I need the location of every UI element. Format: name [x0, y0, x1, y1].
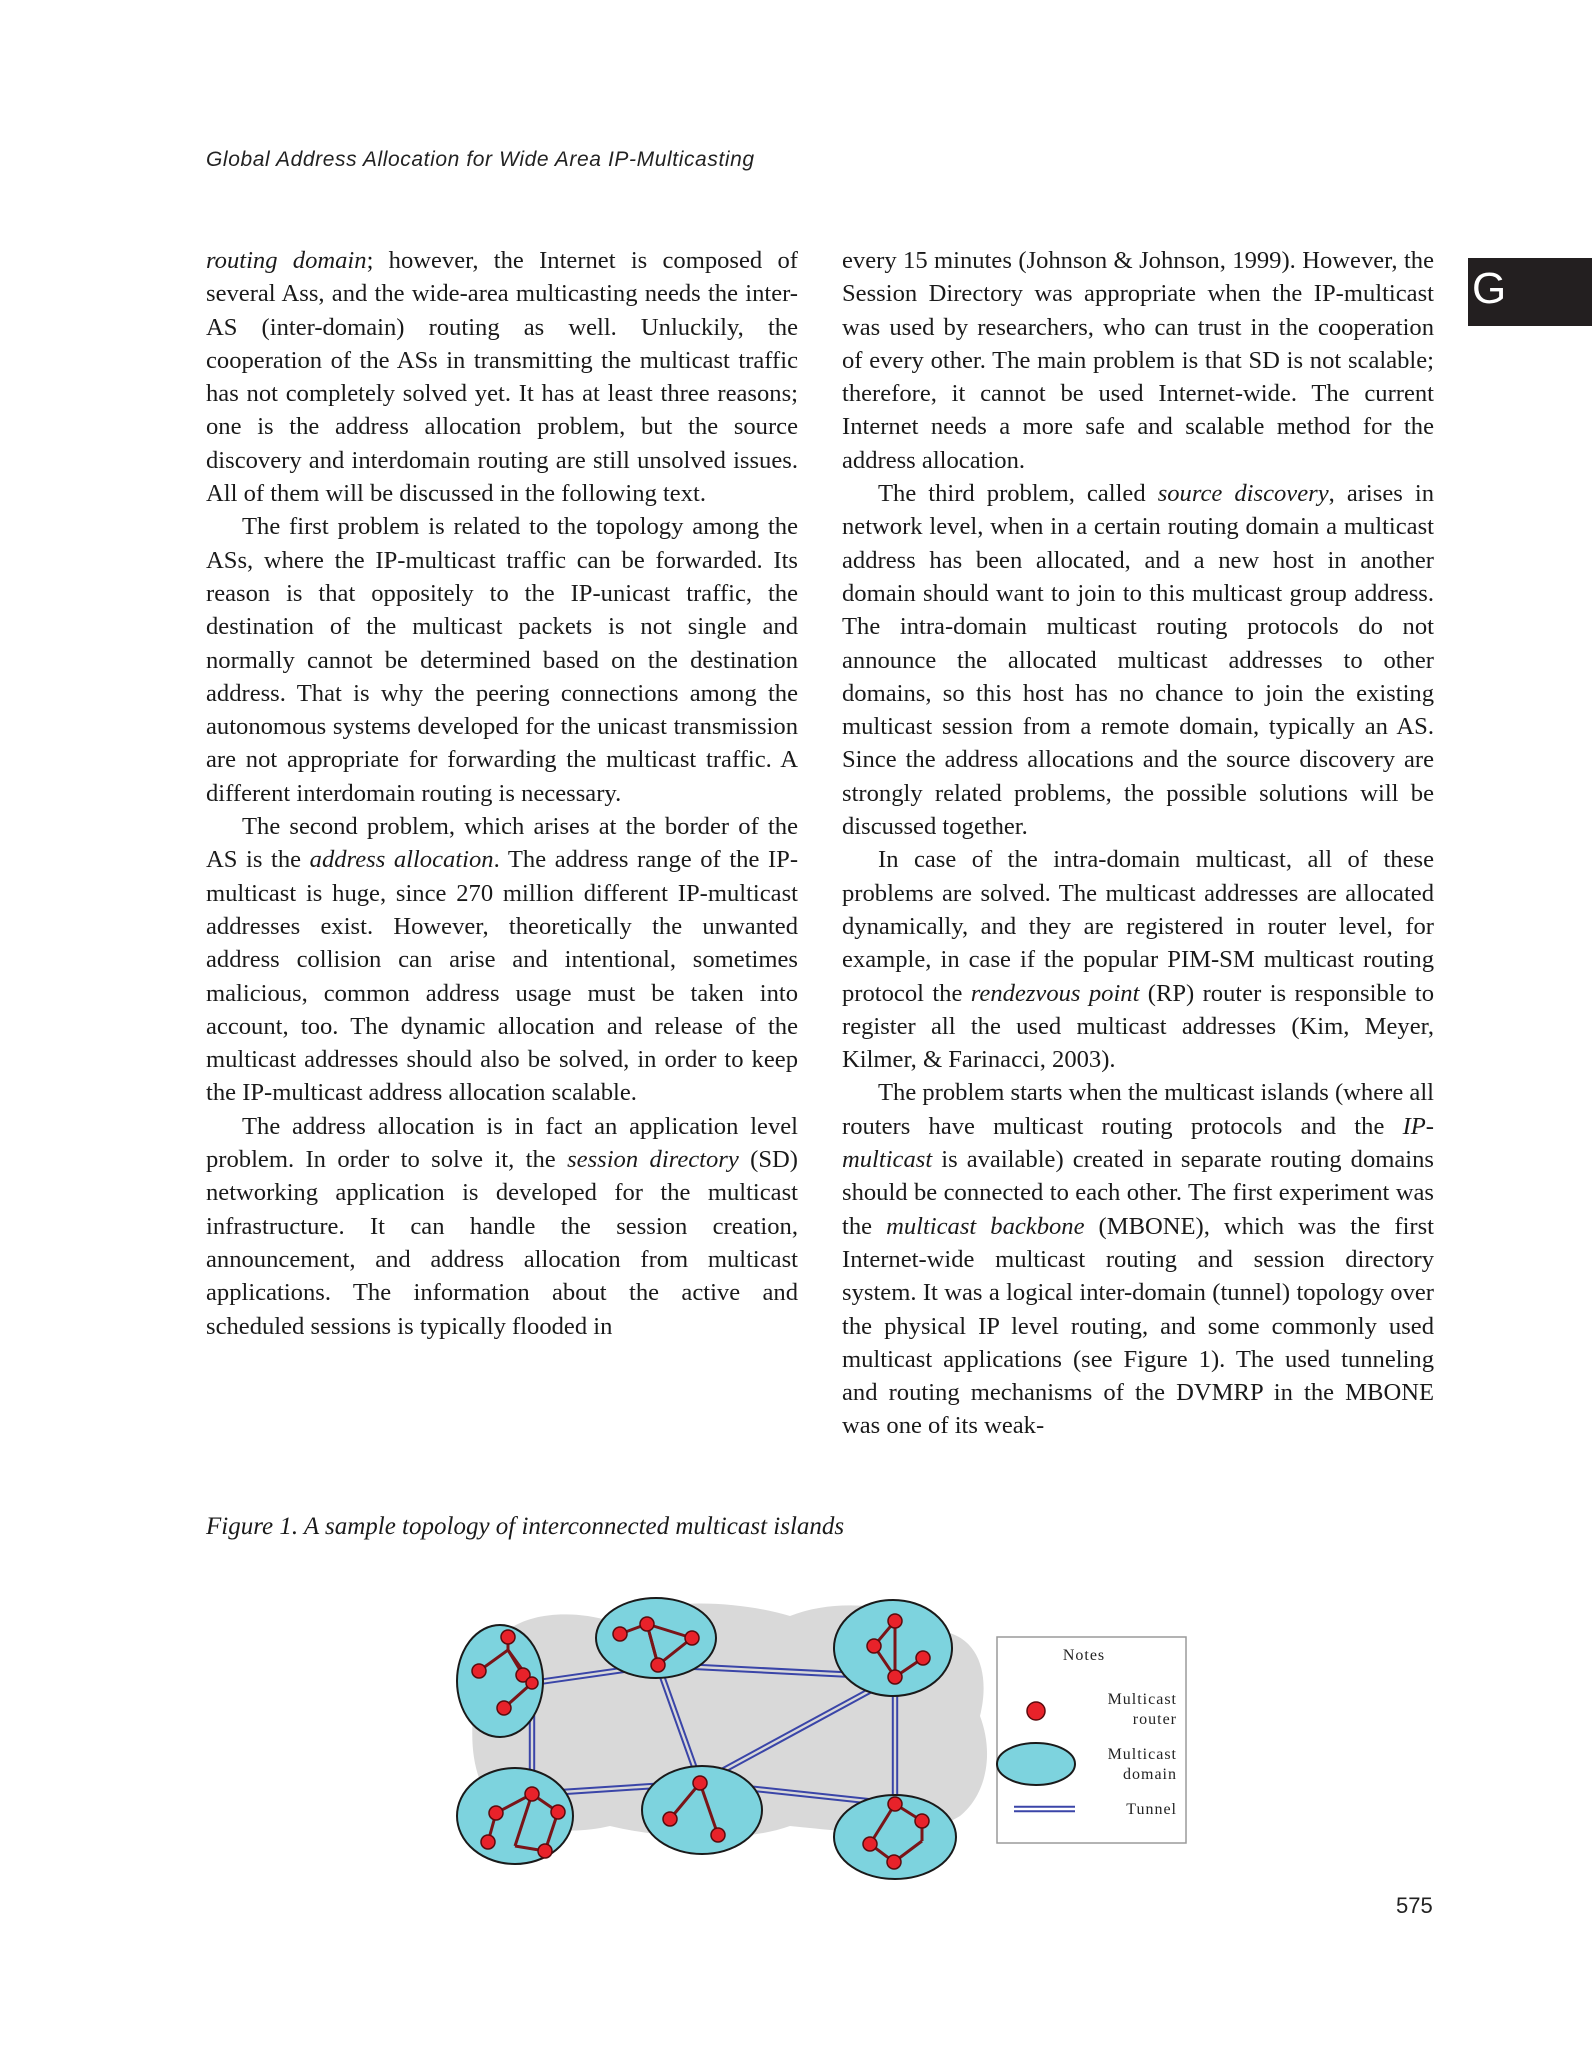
legend-domain-label: domain: [1123, 1766, 1177, 1783]
topology-diagram: [440, 1576, 1200, 1896]
router: [916, 1651, 930, 1665]
right-paragraph-4: The problem starts when the multicast islands (where all routers have multicast routing protocols and the IP-multicast is available) created in separate routing domains should be connected to each other. The first experiment was the multicast backbone (MBONE), which was the first Internet-wide multicast routing and session directory system. It was a logical inter-domain (tunnel) topology over the physical IP level routing, and some commonly used multicast applications (see Figure 1). The used tunneling and routing mechanisms of the DVMRP in the MBONE was one of its weak-: [842, 1079, 1434, 1440]
legend-router-label: Multicast: [1107, 1691, 1177, 1708]
legend-domain-swatch: [997, 1743, 1075, 1785]
legend-router-swatch: [1027, 1702, 1045, 1720]
router: [693, 1776, 707, 1790]
router: [501, 1630, 515, 1644]
router: [863, 1837, 877, 1851]
router: [888, 1797, 902, 1811]
router: [472, 1664, 486, 1678]
router: [888, 1670, 902, 1684]
legend-title: Notes: [1062, 1647, 1106, 1664]
left-paragraph-2: The first problem is related to the topology among the ASs, where the IP-multicast traffic can be forwarded. Its reason is that oppositely to the IP-unicast traffic, the destination of the multicast packets is not single and normally cannot be determined based on the destination address. That is why the peering connections among the autonomous systems developed for the unicast transmission are not appropriate for forwarding the multicast traffic. A different interdomain routing is necessary.: [206, 513, 798, 807]
router: [481, 1835, 495, 1849]
running-header: Global Address Allocation for Wide Area IP-Multicasting: [206, 148, 755, 171]
page-number: 575: [1396, 1893, 1433, 1918]
router: [888, 1614, 902, 1628]
legend-router-label: router: [1132, 1711, 1177, 1728]
router: [613, 1627, 627, 1641]
section-letter: G: [1472, 264, 1507, 313]
router: [887, 1855, 901, 1869]
right-column: [842, 244, 1434, 1443]
router: [551, 1805, 565, 1819]
router: [497, 1701, 511, 1715]
legend-domain-label: Multicast: [1107, 1746, 1177, 1763]
router: [640, 1617, 654, 1631]
right-paragraph-2: The third problem, called source discovery, arises in network level, when in a certain routing domain a multicast address has been allocated, and a new host in another domain should want to join to this multicast group address. The intra-domain multicast routing protocols do not announce the allocated multicast addresses to other domains, so this host has no chance to join the existing multicast session from a remote domain, typically an AS. Since the address allocations and the source discovery are strongly related problems, the possible solutions will be discussed together.: [842, 480, 1434, 841]
left-paragraph-3: The second problem, which arises at the border of the AS is the address allocation. The address range of the IP-multicast is huge, since 270 million different IP-multicast addresses exist. However, theoretically the unwanted address collision can arise and intentional, sometimes malicious, common address usage must be taken into account, too. The dynamic allocation and release of the multicast addresses should also be solved, in order to keep the IP-multicast address allocation scalable.: [206, 813, 799, 1107]
router: [663, 1812, 677, 1826]
router: [685, 1631, 699, 1645]
router: [867, 1639, 881, 1653]
legend: [997, 1637, 1186, 1843]
figure-caption: Figure 1. A sample topology of interconnected multicast islands: [206, 1513, 845, 1540]
left-column: [206, 244, 798, 1343]
router: [525, 1787, 539, 1801]
router: [489, 1806, 503, 1820]
left-paragraph-1: routing domain; however, the Internet is composed of several Ass, and the wide-area multicasting needs the inter-AS (inter-domain) routing as well. Unluckily, the cooperation of the ASs in transmitting the multicast traffic has not completely solved yet. It has at least three reasons; one is the address allocation problem, but the source discovery and interdomain routing are still unsolved issues. All of them will be discussed in the following text.: [206, 247, 798, 508]
router: [538, 1844, 552, 1858]
left-paragraph-4: The address allocation is in fact an application level problem. In order to solve it, the session directory (SD) networking application is developed for the multicast infrastructure. It can handle the session creation, announcement, and address allocation from multicast applications. The information about the active and scheduled sessions is typically flooded in: [206, 1112, 798, 1340]
router: [526, 1677, 538, 1689]
right-paragraph-3: In case of the intra-domain multicast, all of these problems are solved. The multicast addresses are allocated dynamically, and they are registered in router level, for example, in case if the popular PIM-SM multicast routing protocol the rendezvous point (RP) router is responsible to register all the used multicast addresses (Kim, Meyer, Kilmer, & Farinacci, 2003).: [842, 846, 1434, 1074]
router: [915, 1814, 929, 1828]
legend-tunnel-label: Tunnel: [1126, 1801, 1177, 1818]
section-thumb-tab: [1468, 258, 1592, 326]
right-paragraph-1: every 15 minutes (Johnson & Johnson, 1999). However, the Session Directory was appropriate when the IP-multicast was used by researchers, who can trust in the cooperation of every other. The main problem is that SD is not scalable; therefore, it cannot be used Internet-wide. The current Internet needs a more safe and scalable method for the address allocation.: [842, 247, 1434, 474]
router: [711, 1828, 725, 1842]
router: [651, 1658, 665, 1672]
